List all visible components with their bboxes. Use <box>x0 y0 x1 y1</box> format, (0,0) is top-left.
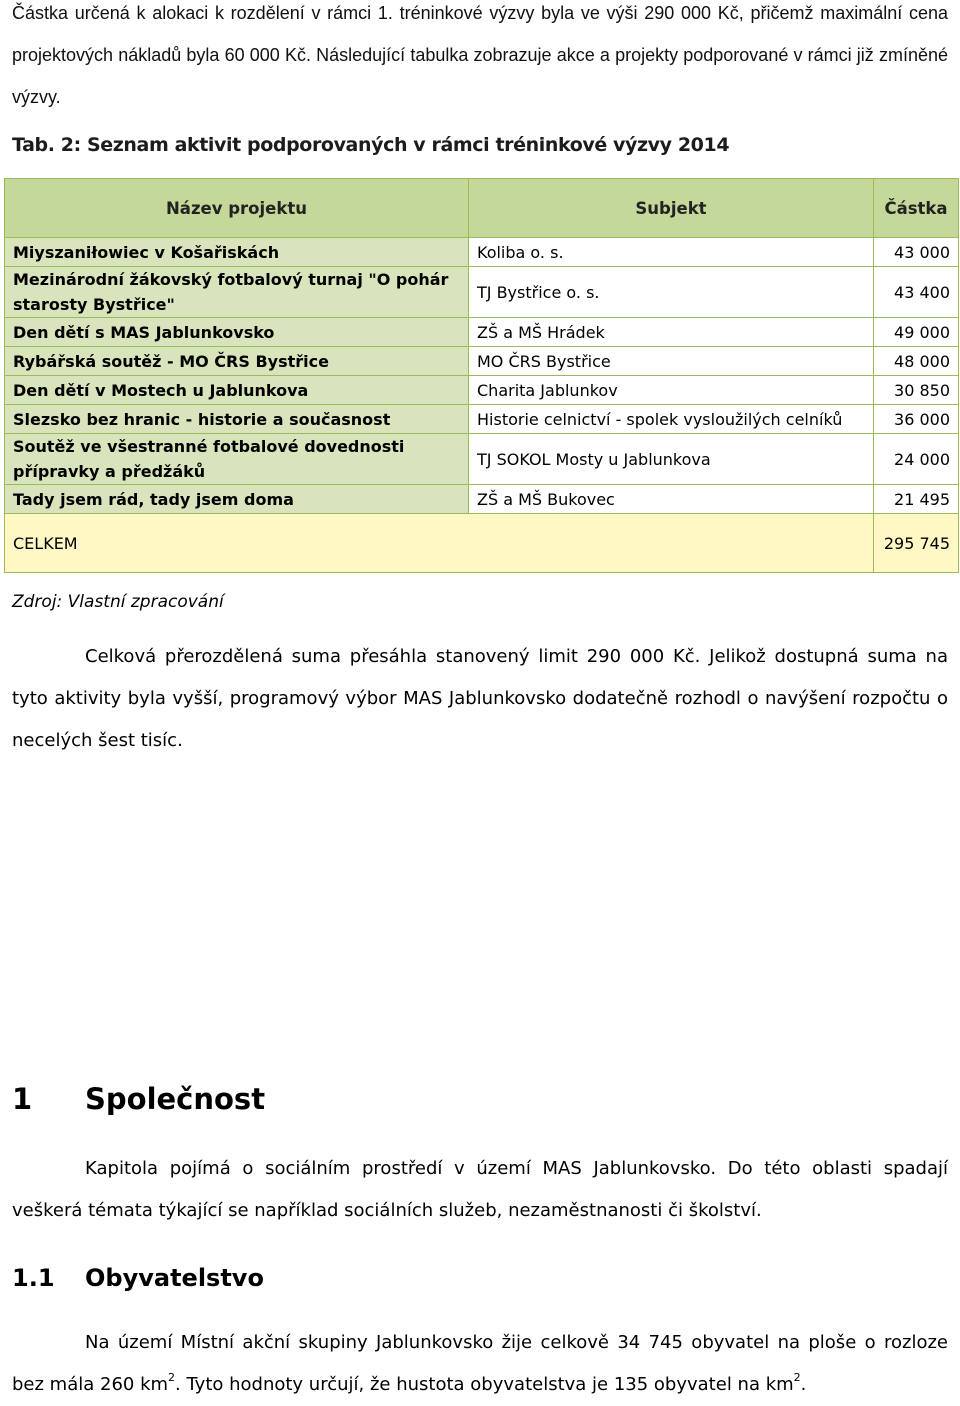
paragraph-part1: Na území Místní akční skupiny Jablunkovsko žije celkově 34 745 obyvatel na ploše o rozloze bez mála 260 km <box>12 1332 948 1395</box>
intro-paragraph: Částka určená k alokaci k rozdělení v rámci 1. tréninkové výzvy byla ve výši 290 000 Kč, přičemž maximální cena projektových nákladů byla 60 000 Kč. Následující tabulka zobrazuje akce a projekty podporované v rámci již zmíněné výzvy. <box>12 3 948 107</box>
header-project-name: Název projektu <box>5 179 469 238</box>
project-name-cell: Tady jsem rád, tady jsem doma <box>5 485 469 514</box>
table-row <box>5 485 959 514</box>
section-heading-1 <box>12 1082 265 1116</box>
total-amount: 295 745 <box>874 514 959 573</box>
subject-cell: TJ Bystřice o. s. <box>469 267 874 318</box>
section-heading-1-1 <box>12 1264 264 1292</box>
project-name-cell: Mezinárodní žákovský fotbalový turnaj "O pohár starosty Bystřice" <box>5 267 469 318</box>
table-caption: Tab. 2: Seznam aktivit podporovaných v rámci tréninkové výzvy 2014 <box>12 134 730 156</box>
paragraph-part2: . Tyto hodnoty určují, že hustota obyvatelstva je 135 obyvatel na km <box>175 1374 794 1395</box>
paragraph-after-table <box>12 636 948 762</box>
paragraph-after-table-text: Celková přerozdělená suma přesáhla stanovený limit 290 000 Kč. Jelikož dostupná suma na tyto aktivity byla vyšší, programový výbor MAS Jablunkovsko dodatečně rozhodl o navýšení rozpočtu o necelých šest tisíc. <box>12 646 948 751</box>
amount-cell: 48 000 <box>874 347 959 376</box>
table-row <box>5 318 959 347</box>
header-amount: Částka <box>874 179 959 238</box>
header-subject: Subjekt <box>469 179 874 238</box>
table-row <box>5 405 959 434</box>
project-name-cell: Miyszaniłowiec v Košařiskách <box>5 238 469 267</box>
amount-cell: 43 000 <box>874 238 959 267</box>
subject-cell: TJ SOKOL Mosty u Jablunkova <box>469 434 874 485</box>
table-row <box>5 267 959 318</box>
table-row <box>5 347 959 376</box>
project-name-cell: Den dětí v Mostech u Jablunkova <box>5 376 469 405</box>
amount-cell: 30 850 <box>874 376 959 405</box>
table-row <box>5 238 959 267</box>
subject-cell: Koliba o. s. <box>469 238 874 267</box>
amount-cell: 43 400 <box>874 267 959 318</box>
subject-cell: MO ČRS Bystřice <box>469 347 874 376</box>
section1-paragraph-text: Kapitola pojímá o sociálním prostředí v území MAS Jablunkovsko. Do této oblasti spadají veškerá témata týkající se například sociálních služeb, nezaměstnanosti či školství. <box>12 1158 948 1221</box>
projects-table <box>4 178 959 573</box>
project-name-cell: Slezsko bez hranic - historie a současnost <box>5 405 469 434</box>
subject-cell: ZŠ a MŠ Bukovec <box>469 485 874 514</box>
amount-cell: 49 000 <box>874 318 959 347</box>
section1-1-paragraph <box>12 1322 948 1406</box>
subsection-title: Obyvatelstvo <box>85 1264 264 1292</box>
subsection-number: 1.1 <box>12 1264 55 1292</box>
subject-cell: ZŠ a MŠ Hrádek <box>469 318 874 347</box>
section-title: Společnost <box>85 1082 266 1116</box>
total-row <box>5 514 959 573</box>
amount-cell: 36 000 <box>874 405 959 434</box>
subject-cell: Historie celnictví - spolek vysloužilých celníků <box>469 405 874 434</box>
project-name-cell: Den dětí s MAS Jablunkovsko <box>5 318 469 347</box>
amount-cell: 21 495 <box>874 485 959 514</box>
table-row <box>5 434 959 485</box>
section-number: 1 <box>12 1082 33 1116</box>
total-label: CELKEM <box>5 514 874 573</box>
superscript-2: 2 <box>168 1371 176 1384</box>
table-row <box>5 376 959 405</box>
subject-cell: Charita Jablunkov <box>469 376 874 405</box>
amount-cell: 24 000 <box>874 434 959 485</box>
paragraph-part3: . <box>800 1374 807 1395</box>
source-note: Zdroj: Vlastní zpracování <box>12 592 224 612</box>
superscript-2: 2 <box>793 1371 801 1384</box>
section1-paragraph <box>12 1148 948 1232</box>
project-name-cell: Soutěž ve všestranné fotbalové dovednosti přípravky a předžáků <box>5 434 469 485</box>
table-header-row <box>5 179 959 238</box>
project-name-cell: Rybářská soutěž - MO ČRS Bystřice <box>5 347 469 376</box>
